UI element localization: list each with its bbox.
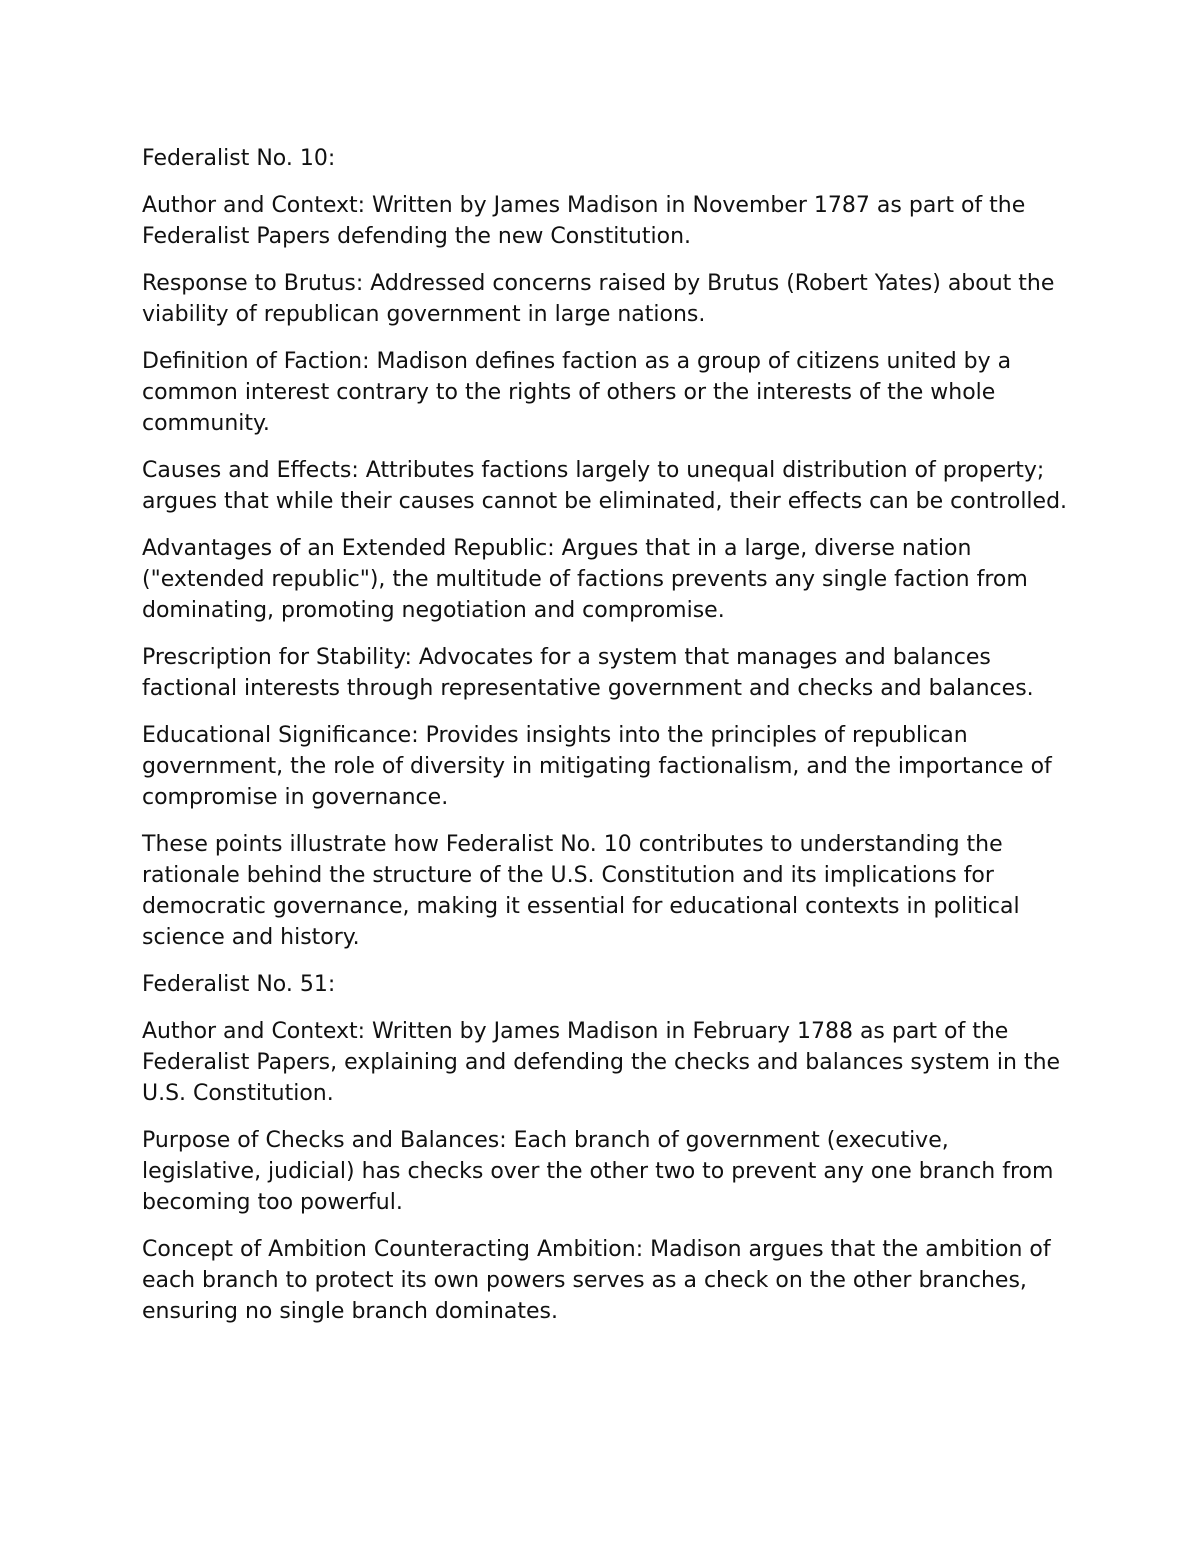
paragraph-author-context-51: Author and Context: Written by James Madison in February 1788 as part of the Federalist Papers, explaining and defending the checks and balances system in the U.S. Constitution. [142, 1019, 1061, 1106]
paragraph-checks-balances: Purpose of Checks and Balances: Each branch of government (executive, legislative, judicial) has checks over the other two to prevent any one branch from becoming too powerful. [142, 1128, 1054, 1215]
paragraph-author-context-10: Author and Context: Written by James Madison in November 1787 as part of the Federalist Papers defending the new Constitution. [142, 193, 1026, 249]
heading-federalist-10: Federalist No. 10: [142, 146, 336, 171]
paragraph-response-brutus: Response to Brutus: Addressed concerns raised by Brutus (Robert Yates) about the viability of republican government in large nations. [142, 271, 1055, 327]
paragraph-ambition: Concept of Ambition Counteracting Ambition: Madison argues that the ambition of each branch to protect its own powers serves as a check on the other branches, ensuring no single branch dominates. [142, 1237, 1051, 1324]
paragraph-definition-faction: Definition of Faction: Madison defines faction as a group of citizens united by a common interest contrary to the rights of others or the interests of the whole community. [142, 349, 1012, 436]
paragraph-educational-significance: Educational Significance: Provides insights into the principles of republican government, the role of diversity in mitigating factionalism, and the importance of compromise in governance. [142, 723, 1052, 810]
paragraph-causes-effects: Causes and Effects: Attributes factions largely to unequal distribution of property; argues that while their causes cannot be eliminated, their effects can be controlled. [142, 458, 1068, 514]
paragraph-summary-10: These points illustrate how Federalist No. 10 contributes to understanding the rationale behind the structure of the U.S. Constitution and its implications for democratic governance, making it essential for educational contexts in political science and history. [142, 832, 1020, 950]
paragraph-prescription-stability: Prescription for Stability: Advocates for a system that manages and balances factional interests through representative government and checks and balances. [142, 645, 1034, 701]
document-page [142, 143, 1072, 1343]
paragraph-extended-republic: Advantages of an Extended Republic: Argues that in a large, diverse nation ("extended republic"), the multitude of factions prevents any single faction from dominating, promoting negotiation and compromise. [142, 536, 1028, 623]
heading-federalist-51: Federalist No. 51: [142, 972, 336, 997]
